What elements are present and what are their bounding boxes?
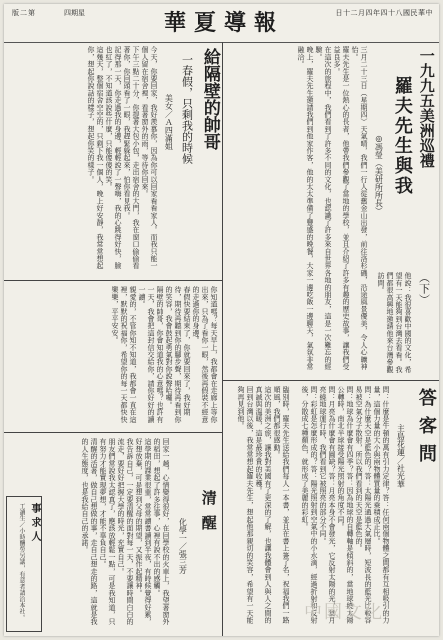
paragraph: 這學期的課業很重，常常讀書讀到半夜，有時候覺得好累，好想放棄，可是想到父母的期望，又振作起精神。 (135, 438, 152, 626)
paragraph: 回到台灣以後，我常常想起羅夫先生，想起他那親切的笑容，希望有一天能夠再見到他。 (237, 386, 254, 624)
paragraph: 問：什麼是牛頓的萬有引力定律？答：任何兩個物體之間都有互相吸引的力量，這個力量的大小與兩物體質量的乘積成正比。 (373, 386, 390, 624)
right-article-title: 一九九五美洲巡禮 (417, 48, 436, 168)
left-article-title: 給隔壁的帥哥 (199, 48, 220, 150)
section-divider-right (222, 380, 439, 381)
paragraph: 記得那一天，你走過我的身邊，輕輕說了一聲嗨，我的心跳得好快，臉也紅了，不知道該說些什麼，只能傻傻的笑。 (105, 46, 122, 270)
paragraph: 問：地球為什麼會有四季？答：因為地球的自轉軸是傾斜的，當地球繞太陽公轉時，南北半球接受陽光照射的角度不同。 (337, 386, 354, 624)
paragraph: 問：為什麼天空是藍色的？答：太陽光通過大氣層時，短波長的藍光比較容易被空氣分子散射，所以我們看到的天空是藍色的。 (355, 386, 372, 624)
left-article-subtitle: 一春假，只剩我的時候 (180, 54, 194, 164)
paragraph: 問：彩虹是怎麼形成的？答：陽光照射到空氣中的小水滴，經過折射和反射後，分散成七種顏色，就形成了美麗的彩虹。 (301, 386, 318, 624)
paragraph: 朋友們常說我太認真了，應該放輕鬆一點，可是我知道，只有努力才能實現夢想，才能不辜負自己。 (99, 438, 116, 626)
paragraph: 羅夫先生是一位熱心的長者，他帶我們參觀了當地的學校，並且介紹了許多有趣的歷史故事，讓我們受益良多。 (333, 46, 350, 370)
page-number: 版二第 (12, 9, 36, 17)
paragraph: 我告訴自己，一定要清醒的面對每一天，不要讓時間白白的流走，要好好把握大學的時光，充實自己。 (117, 438, 134, 626)
issue-date: 日十二月四年四十八國民華中 (335, 9, 433, 17)
newspaper-page (4, 4, 439, 636)
qa-article-byline: 主島花蓮／社光華 (396, 424, 406, 488)
section-divider-left (4, 280, 222, 281)
paragraph: 隔壁的帥哥，你會知道我的心意嗎？也許有一天，我會把這封信交給你，請你好好的讀一讀。 (138, 286, 164, 423)
recruitment-ad-title: 事求人 (29, 503, 40, 545)
paragraph: 清醒的活著，做自己想做的事，走自己想走的路，這就是我的人生態度，也是我給自己的承諾。 (81, 438, 98, 626)
paragraph: 下午三點二十分，你提著大包小包，走出宿舍的大門，我在窗口偷偷看著你，你回頭看了一眼，我趕緊躲起來，怕你看見我。 (123, 46, 140, 270)
paragraph: 你知道嗎？每天早上，我都會在走廊上等你出來，只為了看你一眼，然後再假裝不經意的走過你的身邊。 (192, 286, 218, 423)
paragraph: 他說：我很喜歡中國的文化，希望有一天能夠到台灣去看看。我們都很高興地邀請他來台灣參觀訪問。 (377, 272, 412, 373)
chem-article-body (44, 438, 170, 630)
paragraph: 問：月亮為什麼會有圓缺？答：月亮本身不會發光，它反射太陽的光，當月亮繞地球運行時，我們看到它被照亮的部分不同。 (319, 386, 336, 624)
section-divider-chem (4, 432, 222, 433)
masthead (4, 4, 439, 43)
recruitment-ad-text: 工讀生／小時酬勞另議，有意者請洽本社。 (18, 503, 25, 621)
recruitment-ad-box (6, 496, 42, 632)
right-article-part: （下） (417, 272, 431, 305)
paragraph: 今天，你要回家，我好羨慕你，因為你可以回家看看家人。而我只能一個人留在宿舍裡，看著窗外的雨，等待你回來。 (141, 46, 158, 270)
paragraph: 春假快要結束了，你就要回來了，我好期待，期待再聽到你的腳步聲，期待再看到你的笑容，我會鼓起勇氣對你說聲哈囉。 (165, 286, 191, 423)
chem-article-title: 清醒 (199, 490, 218, 540)
right-article-byline: ◎馮瑩（美研所所長） (374, 134, 384, 215)
paragraph: 三月二十三日（星期四）天氣晴，我們一行人從舊金山出發，前往洛杉磯，沿途風景優美，令人心曠神怡。 (351, 46, 368, 370)
qa-article-title: 答客問 (415, 388, 437, 472)
right-article-body (228, 46, 368, 374)
archive-watermark: 中國文化 (304, 602, 384, 623)
paragraph: 晚上，羅夫先生邀請我們到他家作客，他的太太準備了豐盛的晚餐，大家一邊吃飯一邊聊天，氣氛非常融洽。 (297, 46, 314, 370)
right-article-subtitle: 羅夫先生與我 (391, 76, 413, 196)
right-article-body-lower (374, 272, 412, 376)
paragraph: 這次的美洲之旅，讓我對美國有了更深的了解，也讓我體會到人與人之間的真誠與溫暖，這是最珍貴的收穫。 (255, 386, 272, 624)
paragraph: 臨別時，羅夫先生送給我們每人一本書，並且在書上簽了名，祝福我們一路順風，我們都很感動。 (273, 386, 290, 624)
left-article-body-continued (8, 286, 218, 426)
left-article-byline: 美女／Ａ四滿姐 (164, 94, 174, 150)
newspaper-title: 華夏導報 (163, 10, 284, 36)
chem-article-byline: 化學一／張三芳 (178, 518, 188, 574)
column-divider (222, 42, 223, 636)
paragraph: 在這次的旅程中，我們看到了許多不同的文化，也認識了許多來自世界各地的朋友，這是一次難忘的經驗。 (315, 46, 332, 370)
right-article-body-continued (228, 386, 290, 628)
paragraph: 這幾天，整個宿舍空空的，只剩下我一個人，晚上好安靜，我常常想起你，想起你說話的樣子，想起你笑的樣子。 (87, 46, 104, 270)
weekday: 四期星 (64, 9, 85, 17)
paragraph: 回家一趟，心情變得很好，在回學校的火車上，我望著窗外的稻田，想起了許多往事，心裡有說不出的感觸。 (153, 438, 170, 626)
qa-article-body (296, 386, 390, 630)
left-article-body (8, 46, 158, 276)
paragraph: 親愛的，不管你知不知道，我都會一直在這裡，默默的祝福你，希望你的每一天都快快樂樂，平平安安。 (111, 286, 137, 423)
